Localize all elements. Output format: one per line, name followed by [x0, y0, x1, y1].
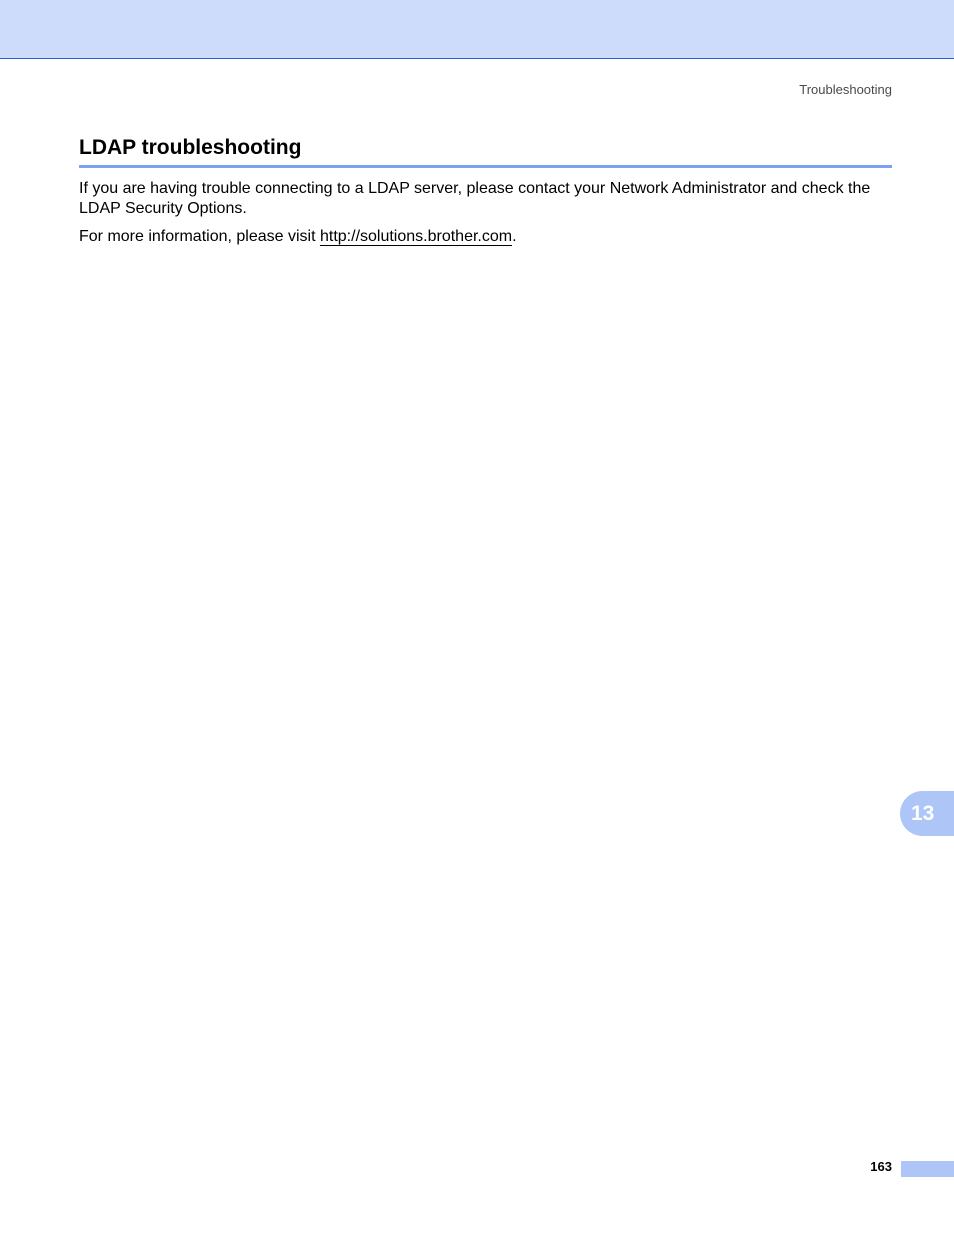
footer-color-bar: [901, 1161, 954, 1177]
chapter-tab: [900, 791, 954, 836]
section-title: LDAP troubleshooting: [79, 136, 302, 159]
more-info-paragraph: [79, 227, 899, 247]
chapter-number: 13: [911, 801, 935, 825]
solutions-link[interactable]: http://solutions.brother.com: [319, 228, 513, 245]
title-underline-rule: [79, 165, 892, 168]
intro-paragraph: If you are having trouble connecting to a LDAP server, please contact your Network Administrator and check the LDAP Security Options.: [79, 180, 871, 217]
more-info-suffix: .: [512, 228, 517, 245]
page-number: 163: [870, 1159, 892, 1174]
page-header-band: [0, 0, 954, 59]
running-header-title: Troubleshooting: [799, 82, 892, 97]
more-info-prefix: For more information, please visit: [79, 228, 320, 245]
